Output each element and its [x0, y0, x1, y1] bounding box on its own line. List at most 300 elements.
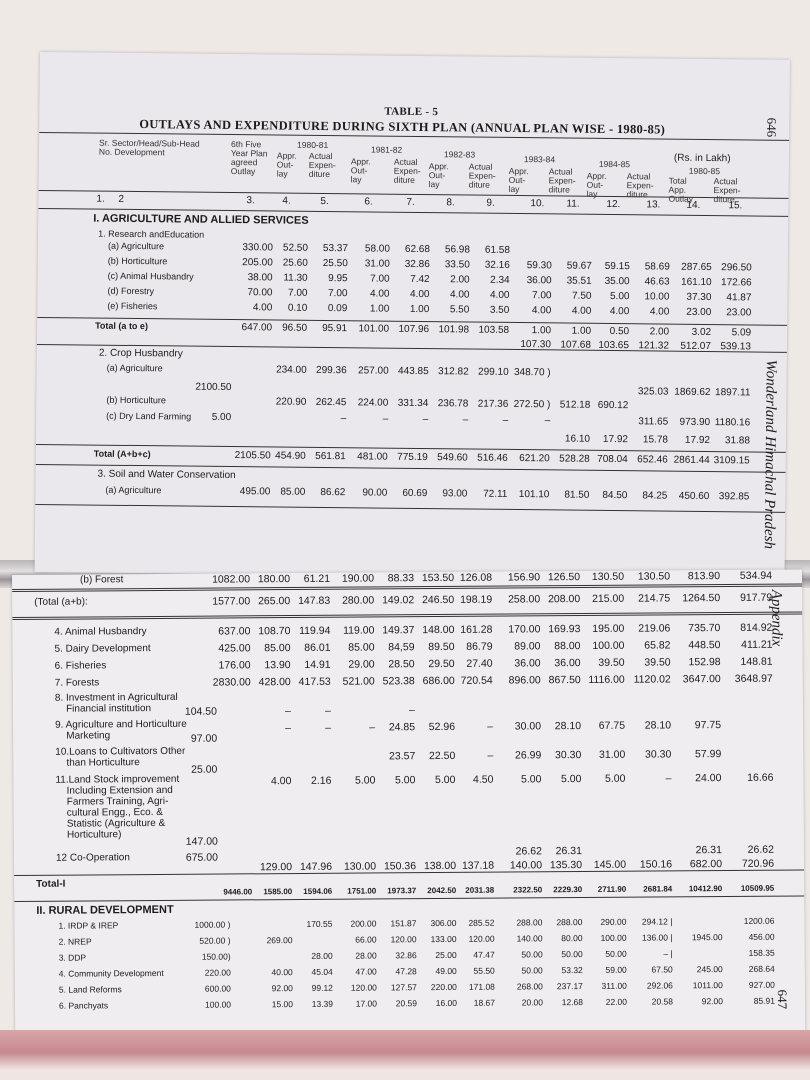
cell: 119.94: [299, 624, 331, 637]
cell: 237.17: [556, 981, 583, 992]
cell: 5.00: [434, 773, 456, 787]
cell: –: [462, 414, 469, 426]
cell: 3109.15: [713, 455, 750, 467]
cell: 708.04: [597, 453, 628, 466]
cell: 512.18: [559, 399, 591, 411]
subhead-crop: 2. Crop Husbandry: [98, 347, 183, 360]
cell: 107.30: [520, 339, 552, 351]
cell: 13.39: [311, 998, 334, 1009]
cell: –: [285, 705, 291, 718]
cell: 151.87: [390, 918, 417, 929]
cell: 89.50: [428, 640, 455, 654]
cell: 37.30: [686, 291, 712, 304]
cell: 50.00: [521, 949, 543, 960]
cell: 1.00: [571, 325, 592, 337]
cell: 180.00: [257, 573, 291, 586]
cell: 268.00: [516, 981, 543, 992]
cell: –: [544, 415, 551, 427]
cell: 147.00: [185, 835, 218, 848]
cell: 23.00: [726, 307, 752, 319]
cell: 481.00: [357, 451, 388, 463]
col-head-actual-3: Actual Expen- diture: [468, 161, 496, 190]
cell: 47.28: [395, 966, 417, 977]
cell: 59.15: [604, 260, 630, 273]
cell: 108.70: [258, 625, 291, 638]
cell: 294.12 |: [641, 916, 673, 927]
cell: 17.00: [355, 998, 378, 1009]
cell: 36.00: [554, 657, 581, 670]
cell: 2830.00: [212, 676, 251, 689]
cell: 285.52: [468, 917, 495, 928]
cell: 224.00: [357, 397, 389, 409]
page-number-647: 647: [774, 989, 791, 1010]
cell: 130.50: [591, 570, 625, 583]
cell: 24.85: [388, 721, 416, 734]
cell: 973.90: [679, 416, 711, 429]
page-646: [35, 52, 790, 583]
cell: 516.46: [477, 452, 508, 464]
cell: 720.54: [460, 674, 493, 687]
cell: 20.00: [521, 997, 544, 1008]
col-head-actual-1: Actual Expen- diture: [308, 150, 336, 180]
cell: 3648.97: [734, 672, 773, 685]
cell: 86.79: [466, 640, 493, 653]
row-label: (b) Horticulture: [106, 394, 166, 406]
cell: 86.01: [304, 641, 331, 654]
subhead-soil: 3. Soil and Water Conservation: [97, 468, 236, 482]
cell: 156.90: [507, 571, 541, 584]
cell: 129.00: [259, 861, 293, 874]
cell: 97.75: [694, 719, 722, 732]
cell: 287.65: [681, 261, 712, 274]
row-label: (c) Animal Husbandry: [107, 270, 194, 282]
cell: 58.00: [364, 243, 391, 255]
cell: 443.85: [398, 365, 429, 378]
cell: 5.00: [354, 774, 376, 787]
cell: 4.00: [609, 305, 630, 318]
cell: 29.50: [428, 657, 455, 671]
cell: 3.02: [691, 326, 712, 339]
cell: 28.10: [554, 720, 582, 733]
cell: 2681.84: [643, 884, 673, 894]
cell: 89.00: [514, 640, 541, 653]
cell: 170.55: [306, 918, 333, 929]
cell: –: [487, 749, 494, 762]
cell: 29.00: [348, 658, 375, 671]
cell: 288.00: [516, 917, 543, 928]
cell: 675.00: [185, 851, 219, 864]
cell: 5.09: [731, 327, 752, 339]
col-head-actual-5: Actual Expen- diture: [626, 171, 654, 200]
cell: 136.00 |: [641, 932, 673, 943]
cell: 30.30: [644, 748, 672, 761]
table-row: [13, 687, 803, 718]
cell: 97.00: [190, 732, 218, 745]
row-label: (e) Fisheries: [107, 300, 158, 312]
table-title: OUTLAYS AND EXPENDITURE DURING SIXTH PLAN (ANNUAL PLAN WISE - 1980-85): [139, 117, 666, 137]
cell: 84.25: [642, 490, 668, 502]
cell: 1082.00: [212, 573, 251, 586]
cell: 93.00: [442, 488, 468, 500]
cell: 720.96: [741, 857, 775, 870]
cell: 32.86: [404, 258, 430, 271]
cell: 25.60: [282, 257, 308, 269]
cell: 311.65: [638, 416, 669, 428]
cell: 88.00: [554, 640, 581, 653]
row-label: (d) Forestry: [107, 285, 155, 297]
cell: 814.92: [740, 621, 773, 634]
cell: 84.50: [602, 489, 628, 502]
cell: 65.82: [644, 639, 671, 652]
row-label: (a) Agriculture: [105, 484, 162, 496]
section-rural-development: II. RURAL DEVELOPMENT: [36, 903, 174, 917]
cell: 268.64: [748, 963, 775, 974]
table-number: TABLE - 5: [384, 105, 439, 119]
cell: 2.00: [649, 326, 670, 338]
cell: 147.83: [298, 594, 331, 608]
cell: 9446.00: [223, 887, 253, 897]
page-edges: [0, 1030, 810, 1080]
row-label: Total (a to e): [95, 320, 149, 332]
table-row: [12, 591, 802, 608]
cell: 348.70 ): [513, 366, 551, 379]
cell: 119.00: [343, 624, 375, 637]
cell: 600.00: [204, 983, 231, 994]
cell: 5.50: [449, 304, 470, 316]
cell: 38.00: [247, 272, 273, 284]
cell: 296.50: [721, 262, 752, 274]
cell: 36.00: [526, 275, 552, 287]
cell: 25.00: [435, 949, 457, 961]
cell: 4.00: [369, 288, 390, 300]
col-head-appr-1: Appr. Out- lay: [276, 150, 297, 179]
cell: 682.00: [689, 858, 723, 871]
cell: 1973.37: [387, 886, 417, 896]
cell: 523.38: [382, 675, 415, 688]
row-label: 12 Co-Operation: [55, 852, 130, 864]
cell: 4.00: [270, 775, 292, 788]
cell: 103.58: [478, 324, 510, 336]
cell: 150.00): [201, 951, 231, 962]
cell: 262.45: [315, 396, 347, 409]
cell: 103.65: [598, 339, 630, 352]
cell: 140.00: [509, 859, 543, 872]
cell: 100.00: [204, 999, 232, 1010]
cell: 26.99: [514, 749, 542, 762]
cell: 50.00: [561, 949, 583, 960]
table-row: [15, 931, 805, 947]
cell: 100.00: [600, 932, 627, 943]
cell: 1.00: [531, 325, 552, 337]
cell: 31.88: [724, 435, 751, 447]
cell: 176.00: [218, 659, 251, 672]
cell: 2322.50: [513, 885, 543, 895]
cell: 392.85: [718, 491, 750, 503]
cell: 17.92: [602, 433, 629, 446]
cell: 2.16: [310, 774, 332, 787]
cell: 220.00: [430, 981, 457, 993]
cell: 454.90: [275, 450, 306, 462]
cell: 0.09: [327, 303, 348, 315]
cell: 549.60: [437, 452, 468, 464]
row-label: 3. DDP: [58, 952, 87, 963]
cell: 4.00: [571, 305, 592, 317]
cell: 5.00: [609, 290, 630, 303]
cell: 813.90: [687, 570, 721, 583]
row-label: 9. Agriculture and Horticulture Marketing: [55, 718, 187, 742]
cell: 9.95: [328, 273, 348, 285]
cell: 1120.02: [633, 673, 671, 686]
cell: 20.58: [651, 996, 674, 1007]
table-row: [15, 947, 805, 963]
cell: 220.90: [275, 396, 307, 408]
cell: 95.91: [322, 322, 348, 335]
cell: 528.28: [559, 453, 590, 465]
cell: 53.32: [561, 965, 583, 976]
cell: 621.20: [519, 453, 550, 465]
cell: 1011.00: [692, 980, 723, 991]
cell: 495.00: [239, 486, 271, 498]
row-label: (b) Horticulture: [107, 255, 168, 267]
cell: 4.00: [531, 305, 552, 317]
col-head-sixth-plan: 6th Five Year Plan agreed Outlay: [230, 139, 268, 177]
cell: 1200.06: [743, 915, 775, 926]
page-number-646: 646: [764, 117, 780, 138]
cell: 145.00: [593, 858, 627, 871]
cell: 5.00: [394, 774, 416, 787]
cell: 2105.50: [234, 450, 271, 462]
cell: 56.98: [444, 244, 471, 256]
cell: 40.00: [271, 967, 293, 978]
table-row: [12, 638, 802, 655]
cell: 67.75: [598, 719, 626, 732]
cell: 33.50: [444, 259, 470, 271]
row-label: 5. Dairy Development: [54, 643, 151, 655]
cell: 512.07: [680, 340, 712, 353]
cell: 49.00: [435, 965, 457, 977]
cell: 299.10: [478, 366, 509, 378]
cell: –: [285, 722, 292, 735]
cell: 217.36: [477, 398, 509, 410]
cell: 246.50: [422, 593, 455, 607]
cell: 330.00: [242, 242, 274, 254]
cell: 520.00 ): [199, 935, 231, 946]
table-row: [13, 672, 803, 689]
cell: 4.00: [252, 302, 273, 314]
cell: 22.00: [605, 996, 628, 1007]
cell: 214.75: [638, 592, 671, 605]
cell: 28.50: [388, 658, 415, 671]
cell: 31.00: [364, 258, 390, 270]
cell: 101.00: [358, 323, 390, 335]
cell: 0.50: [609, 325, 630, 338]
cell: 1116.00: [588, 673, 625, 686]
cell: 52.96: [428, 720, 456, 734]
row-label: 8. Investment in Agricultural Financial institution: [54, 691, 178, 715]
cell: 1264.50: [682, 592, 721, 605]
cell: 2031.38: [465, 885, 495, 895]
cell: 120.00: [350, 982, 377, 993]
cell: 290.00: [600, 916, 627, 927]
cell: 140.00: [516, 933, 543, 944]
cell: 4.00: [409, 288, 430, 301]
cell: 1594.06: [303, 886, 333, 896]
cell: 26.62: [515, 845, 542, 858]
cell: –: [487, 720, 494, 733]
cell: 59.00: [605, 964, 627, 975]
cell: 52.50: [282, 242, 309, 254]
cell: 32.86: [395, 950, 417, 961]
cell: 690.12: [597, 399, 629, 412]
cell: 30.30: [554, 749, 582, 762]
cell: 30.00: [514, 720, 542, 733]
col-head-appr-2: Appr. Out- lay: [350, 156, 371, 185]
row-label: 7. Forests: [54, 677, 100, 689]
cell: 4.00: [489, 289, 510, 301]
row-label: 4. Animal Husbandry: [54, 626, 147, 638]
cell: 325.03: [637, 386, 669, 398]
row-label: 6. Fisheries: [54, 660, 107, 672]
cell: –: [369, 721, 376, 734]
cell: 39.50: [598, 656, 625, 669]
cell: 130.00: [343, 860, 377, 873]
cell: 539.13: [720, 341, 752, 353]
cell: 2.34: [490, 274, 510, 286]
cell: 0.10: [287, 302, 308, 314]
cell: 23.57: [388, 750, 416, 763]
cell: 220.00: [204, 967, 231, 978]
cell: 107.68: [560, 339, 592, 351]
table-row: [15, 963, 805, 979]
cell: 22.50: [428, 749, 456, 763]
cell: 272.50 ): [513, 398, 551, 411]
cell: 280.00: [342, 594, 375, 607]
cell: 245.00: [696, 964, 723, 975]
cell: 26.31: [555, 845, 582, 858]
cell: 148.81: [740, 655, 773, 668]
cell: 686.00: [422, 674, 455, 688]
cell: 12.68: [561, 997, 584, 1008]
col-head-appr-4: Appr. Out- lay: [508, 165, 529, 195]
cell: 7.00: [370, 273, 390, 285]
cell: 200.00: [350, 918, 377, 929]
cell: –: [502, 414, 509, 426]
cell: 7.00: [327, 288, 348, 300]
cell: 5.00: [211, 411, 232, 424]
cell: 138.00: [423, 859, 457, 873]
cell: 18.67: [473, 997, 496, 1008]
cell: 265.00: [258, 595, 291, 608]
cell: 50.00: [521, 965, 543, 976]
cell: 101.10: [518, 489, 550, 501]
cell: 3647.00: [682, 673, 721, 686]
cell: 149.37: [382, 624, 415, 637]
cell: 27.40: [466, 657, 493, 670]
cell: 2861.44: [673, 454, 710, 467]
cell: 85.00: [264, 642, 291, 655]
cell: 121.32: [638, 340, 670, 352]
cell: 1945.00: [691, 932, 723, 943]
cell: 17.92: [684, 434, 711, 447]
cell: 59.67: [566, 260, 592, 272]
units-note: (Rs. in Lakh): [673, 152, 731, 165]
cell: 70.00: [247, 287, 273, 299]
cell: 53.37: [322, 242, 349, 255]
cell: 127.57: [390, 982, 417, 993]
cell: 311.00: [601, 980, 627, 991]
cell: 32.16: [484, 259, 510, 271]
row-label: Total (A+b+c): [93, 448, 151, 460]
cell: 58.69: [644, 261, 670, 273]
cell: 85.00: [348, 641, 375, 654]
cell: 100.00: [592, 639, 625, 652]
cell: – |: [663, 948, 673, 959]
cell: 158.35: [748, 947, 775, 958]
row-label: (a) Agriculture: [106, 362, 163, 374]
cell: 15.00: [271, 999, 294, 1010]
section-agriculture: I. AGRICULTURE AND ALLIED SERVICES: [93, 212, 309, 227]
cell: 205.00: [242, 257, 273, 269]
cell: 153.50: [421, 571, 455, 585]
cell: 101.98: [438, 324, 470, 336]
cell: 896.00: [508, 674, 541, 687]
row-label: 5. Land Reforms: [58, 984, 122, 995]
col-head-1983-84: 1983-84: [523, 154, 556, 165]
cell: 16.00: [435, 997, 458, 1009]
cell: 169.93: [548, 623, 581, 636]
cell: 28.00: [311, 950, 333, 961]
cell: –: [382, 413, 389, 425]
cell: 92.00: [271, 983, 293, 994]
row-label: (a) Agriculture: [107, 240, 165, 252]
cell: 16.10: [564, 433, 591, 445]
cell: 306.00: [430, 917, 457, 929]
cell: 60.69: [402, 487, 428, 500]
cell: 80.00: [561, 933, 583, 944]
cell: 50.00: [605, 948, 627, 959]
table-row: [14, 915, 804, 931]
table-row: [13, 741, 803, 776]
cell: 5.00: [604, 772, 626, 785]
cell: 35.00: [604, 275, 630, 288]
cell: 161.10: [680, 276, 712, 289]
row-label: 2. NREP: [58, 936, 92, 947]
cell: 534.94: [739, 569, 773, 582]
cell: 1.00: [369, 303, 390, 315]
cell: 130.50: [637, 570, 671, 583]
cell: 1577.00: [212, 595, 251, 608]
cell: –: [409, 704, 415, 717]
col-head-actual-6: Actual Expen- diture: [713, 176, 741, 205]
cell: 85.91: [753, 995, 776, 1006]
cell: 137.18: [461, 859, 495, 872]
cell: 312.82: [438, 366, 469, 378]
cell: 10.00: [644, 291, 670, 303]
cell: 150.36: [383, 860, 417, 873]
cell: –: [422, 414, 429, 426]
cell: 28.10: [644, 719, 672, 732]
cell: 152.98: [688, 656, 721, 669]
cell: 62.68: [404, 243, 431, 256]
cell: 2229.30: [553, 885, 583, 895]
cell: 88.33: [387, 572, 415, 585]
cell: 84,59: [388, 641, 415, 654]
cell: 208.00: [548, 593, 581, 606]
table-row: [15, 979, 805, 995]
cell: 39.50: [644, 656, 671, 669]
cell: 417.53: [298, 675, 331, 689]
cell: 10509.95: [740, 883, 775, 893]
